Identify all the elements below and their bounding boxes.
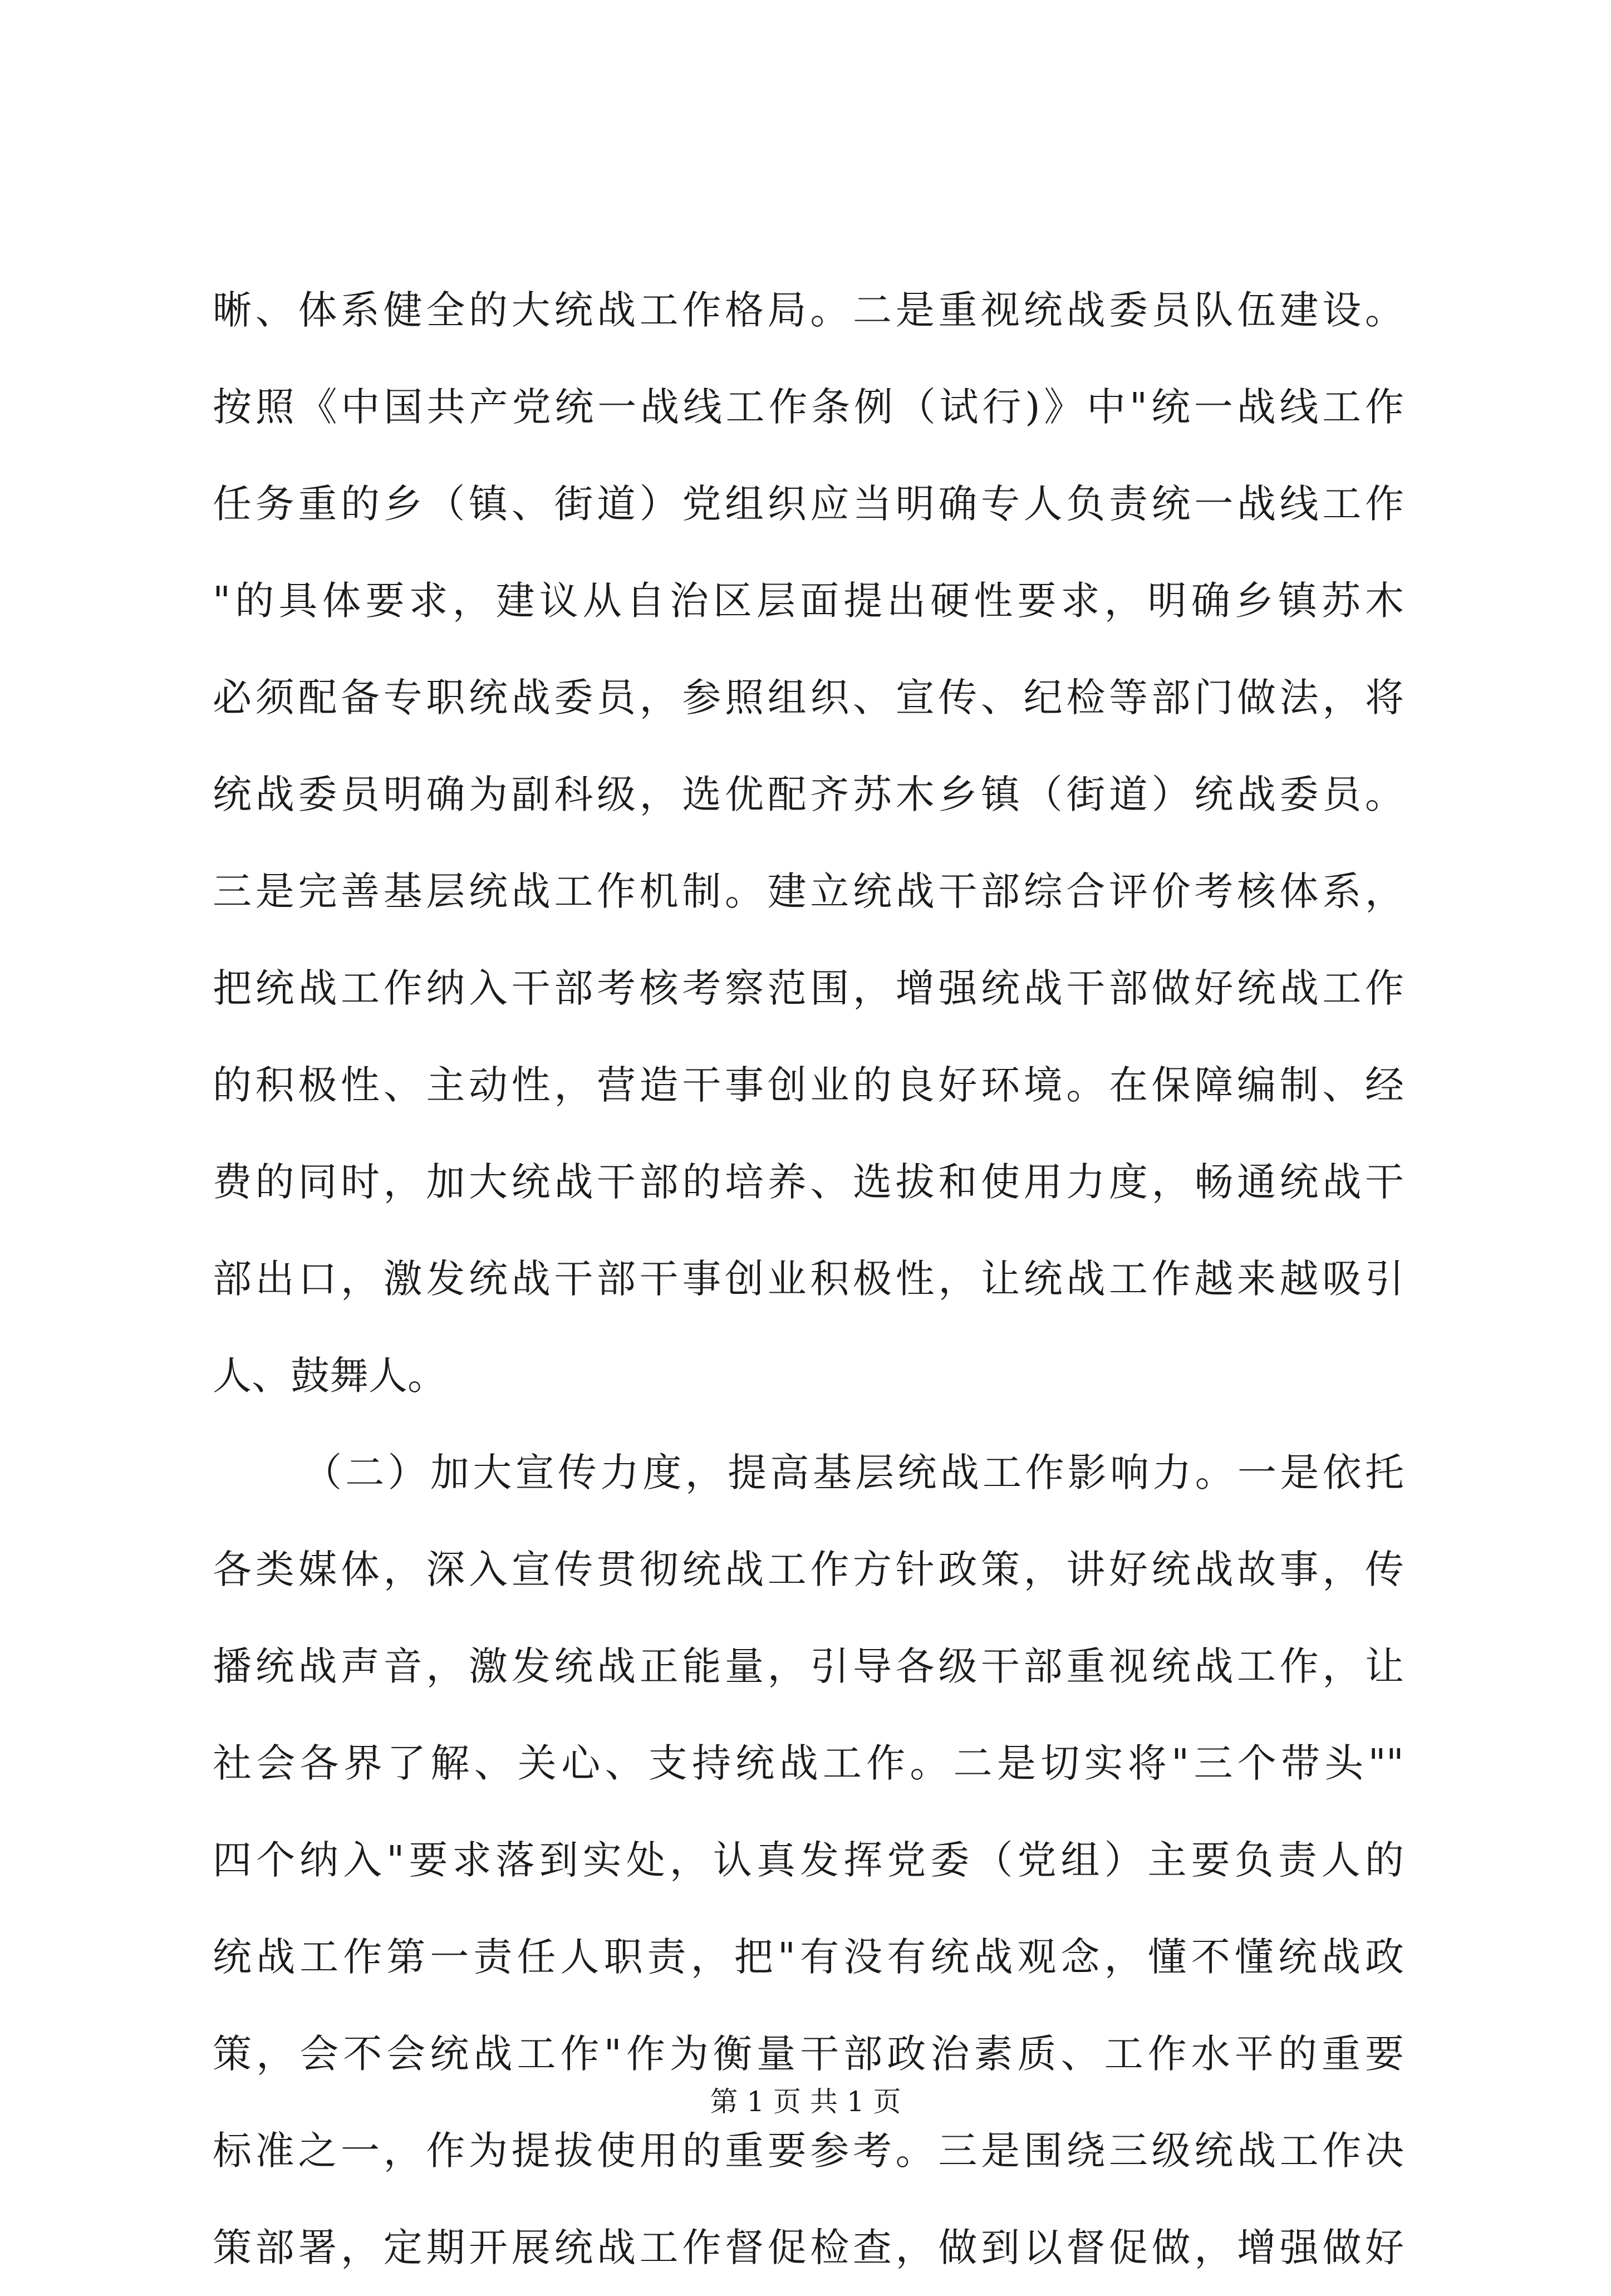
text-line: 任务重的乡（镇、街道）党组织应当明确专人负责统一战线工作 [213, 481, 1404, 527]
text-line: 部出口，激发统战干部干事创业积极性，让统战工作越来越吸引 [213, 1256, 1404, 1302]
text-line: 必须配备专职统战委员，参照组织、宣传、纪检等部门做法，将 [213, 675, 1404, 720]
document-body [213, 262, 1404, 2296]
page-footer [0, 2079, 1611, 2120]
section-heading-line: （二）加大宣传力度，提高基层统战工作影响力。一是依托 [303, 1450, 1404, 1495]
text-line: 策，会不会统战工作"作为衡量干部政治素质、工作水平的重要 [213, 2031, 1404, 2077]
text-line: 把统战工作纳入干部考核考察范围，增强统战干部做好统战工作 [213, 965, 1404, 1011]
text-line: 统战委员明确为副科级，选优配齐苏木乡镇（街道）统战委员。 [213, 772, 1404, 817]
page-number: 第 1 页 共 1 页 [710, 2086, 901, 2118]
text-line: 晰、体系健全的大统战工作格局。二是重视统战委员队伍建设。 [213, 287, 1404, 333]
text-line: 费的同时，加大统战干部的培养、选拔和使用力度，畅通统战干 [213, 1159, 1404, 1205]
text-line: 三是完善基层统战工作机制。建立统战干部综合评价考核体系， [213, 869, 1404, 914]
text-line: 社会各界了解、关心、支持统战工作。二是切实将"三个带头"" [213, 1740, 1404, 1786]
text-line: 四个纳入"要求落到实处，认真发挥党委（党组）主要负责人的 [213, 1837, 1404, 1883]
text-line: "的具体要求，建议从自治区层面提出硬性要求，明确乡镇苏木 [213, 578, 1404, 624]
text-line: 播统战声音，激发统战正能量，引导各级干部重视统战工作，让 [213, 1643, 1404, 1689]
text-line: 各类媒体，深入宣传贯彻统战工作方针政策，讲好统战故事，传 [213, 1547, 1404, 1592]
text-line: 按照《中国共产党统一战线工作条例（试行)》中"统一战线工作 [213, 384, 1404, 430]
text-line: 统战工作第一责任人职责，把"有没有统战观念，懂不懂统战政 [213, 1934, 1404, 1980]
text-line: 策部署，定期开展统战工作督促检查，做到以督促做，增强做好 [213, 2225, 1404, 2270]
text-line: 标准之一，作为提拔使用的重要参考。三是围绕三级统战工作决 [213, 2128, 1404, 2174]
text-line: 的积极性、主动性，营造干事创业的良好环境。在保障编制、经 [213, 1062, 1404, 1108]
text-line: 人、鼓舞人。 [213, 1353, 446, 1399]
